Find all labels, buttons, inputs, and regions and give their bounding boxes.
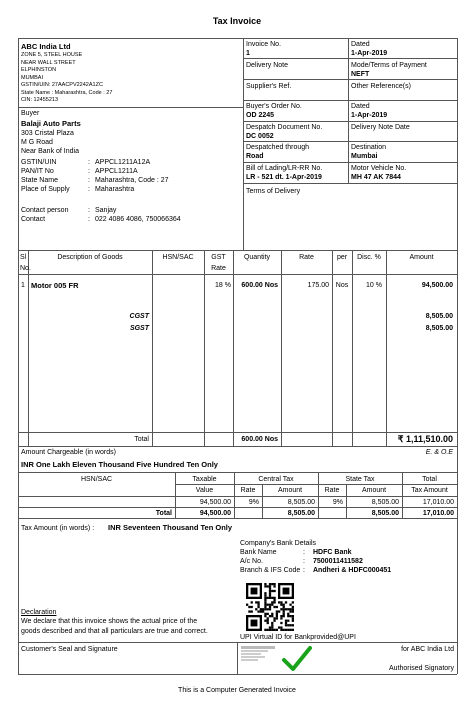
total-amount: ₹ 1,11,510.00 — [397, 434, 453, 444]
tax-total-label: Total — [155, 510, 172, 517]
tax-col-hsn: HSN/SAC — [80, 476, 113, 483]
item-desc: Motor 005 FR — [31, 281, 79, 290]
amount-words-label: Amount Chargeable (in words) — [21, 449, 116, 456]
buyer-field-sep: : — [88, 186, 90, 193]
buyer-heading: Buyer — [21, 110, 40, 117]
tax-col-state: State Tax — [345, 476, 375, 483]
sgst-label: SGST — [129, 325, 149, 332]
declaration-text-1: We declare that this invoice shows the actual price of the — [21, 618, 198, 625]
col-gst: GST — [211, 254, 226, 261]
tax-row-c-rate: 9% — [248, 499, 259, 506]
invoice-no: 1 — [246, 50, 250, 57]
bank-field-label: Bank Name — [240, 549, 277, 556]
qr-code-icon — [246, 583, 294, 631]
col-amount: Amount — [409, 254, 434, 261]
eoe: E. & O.E — [425, 449, 453, 456]
seller-address-line: MUMBAI — [21, 74, 43, 81]
seller-name: ABC India Ltd — [21, 42, 71, 51]
tax-words-label: Tax Amount (in words) : — [21, 525, 95, 532]
declaration-text-2: goods described and that all particulars are true and correct. — [21, 628, 208, 635]
amount-words: INR One Lakh Eleven Thousand Five Hundred Ten Only — [21, 460, 218, 469]
buyer-contact-sep: : — [88, 207, 90, 214]
total-label: Total — [134, 436, 149, 443]
tax-row-total: 17,010.00 — [422, 499, 454, 506]
col-sl: Sl — [20, 254, 27, 261]
buyer-contact-label: Contact person — [21, 207, 69, 214]
buyer-contact-label: Contact — [21, 216, 46, 223]
tax-total-c-amt: 8,505.00 — [287, 510, 315, 517]
col-rate: Rate — [299, 254, 314, 261]
item-gst: 18 % — [215, 282, 231, 289]
tax-col-tax-amount: Tax Amount — [411, 487, 448, 494]
buyer-field-value: APPCL1211A12A — [95, 159, 151, 166]
destination-value: Mumbai — [351, 153, 378, 160]
terms-label: Terms of Delivery — [246, 188, 301, 195]
total-qty: 600.00 Nos — [241, 436, 278, 443]
col-disc: Disc. % — [357, 254, 381, 261]
buyer-field-label: Place of Supply — [21, 186, 70, 193]
dated-label: Dated — [351, 41, 370, 48]
dated2-value: 1-Apr-2019 — [351, 112, 388, 119]
buyer-field-label: State Name — [21, 177, 58, 184]
footer-note: This is a Computer Generated Invoice — [178, 687, 296, 694]
item-qty: 600.00 Nos — [241, 282, 278, 289]
buyer-field-value: APPCL1211A — [95, 168, 138, 175]
despatched-through-value: Road — [246, 153, 264, 160]
tax-col-s-amount: Amount — [361, 487, 387, 494]
buyer-address-line: 303 Cristal Plaza — [21, 130, 74, 137]
despatch-doc-label: Despatch Document No. — [246, 124, 323, 131]
tax-total-total: 17,010.00 — [422, 510, 454, 517]
col-qty: Quantity — [243, 254, 271, 261]
upi-id: UPI Virtual ID for Bankprovided@UPI — [240, 634, 356, 641]
mode-label: Mode/Terms of Payment — [351, 62, 427, 69]
buyer-contact-value: 022 4086 4086, 750066364 — [95, 216, 181, 223]
buyer-field-label: GSTIN/UIN — [21, 159, 57, 166]
tax-col-value: Value — [195, 487, 214, 494]
vehicle-label: Motor Vehicle No. — [351, 165, 407, 172]
bank-field-value: HDFC Bank — [313, 549, 352, 556]
item-per: Nos — [335, 282, 349, 289]
buyer-address-line: Near Bank of India — [21, 148, 79, 155]
buyer-field-value: Maharashtra — [95, 186, 135, 193]
buyer-field-label: PAN/IT No — [21, 168, 54, 175]
declaration-heading: Declaration — [21, 609, 57, 616]
buyer-order-label: Buyer's Order No. — [246, 103, 302, 110]
seller-address-line: ELPHINSTON — [21, 67, 57, 73]
tax-row-taxable: 94,500.00 — [199, 499, 231, 506]
other-ref-label: Other Reference(s) — [351, 83, 411, 90]
bank-field-sep: : — [303, 549, 305, 556]
bill-lading-value: LR - 521 dt. 1-Apr-2019 — [246, 174, 322, 181]
buyer-name: Balaji Auto Parts — [21, 119, 81, 128]
item-disc: 10 % — [366, 282, 382, 289]
bank-field-sep: : — [303, 558, 305, 565]
mode-value: NEFT — [351, 71, 370, 78]
cgst-amount: 8,505.00 — [425, 313, 453, 320]
digital-signature-stamp — [241, 645, 275, 671]
col-sl-no: No. — [20, 265, 31, 272]
despatched-through-label: Despatched through — [246, 144, 310, 151]
buyer-field-value: Maharashtra, Code : 27 — [95, 177, 169, 184]
buyer-address-line: M G Road — [21, 139, 53, 146]
seller-address-line: NEAR WALL STREET — [21, 59, 76, 66]
item-sl: 1 — [21, 282, 25, 289]
authorised-signatory: Authorised Signatory — [389, 665, 454, 672]
dated2-label: Dated — [351, 103, 370, 110]
col-desc: Description of Goods — [57, 254, 123, 261]
buyer-field-sep: : — [88, 159, 90, 166]
seller-address-line: GSTIN/UIN: 27AACPV2242A1ZC — [21, 82, 103, 88]
document-title: Tax Invoice — [212, 16, 262, 26]
invoice-no-label: Invoice No. — [246, 41, 282, 48]
tax-col-s-rate: Rate — [324, 487, 340, 494]
bank-heading: Company's Bank Details — [240, 540, 317, 547]
tax-col-c-rate: Rate — [240, 487, 256, 494]
bank-field-sep: : — [303, 567, 305, 574]
item-amount: 94,500.00 — [421, 282, 453, 289]
cgst-label: CGST — [129, 313, 149, 320]
col-gst-rate: Rate — [211, 265, 226, 272]
buyer-field-sep: : — [88, 177, 90, 184]
supplier-ref-label: Supplier's Ref. — [246, 83, 292, 90]
tax-col-taxable: Taxable — [192, 476, 217, 483]
col-hsn: HSN/SAC — [162, 254, 194, 261]
item-rate: 175.00 — [307, 282, 329, 289]
tax-row-c-amt: 8,505.00 — [287, 499, 315, 506]
check-mark-icon — [282, 646, 312, 672]
bank-field-value: 7500011411582 — [313, 558, 363, 565]
bank-field-value: Andheri & HDFC000451 — [313, 567, 392, 574]
tax-total-taxable: 94,500.00 — [199, 510, 231, 517]
tax-col-central: Central Tax — [258, 476, 294, 483]
bank-field-label: Branch & IFS Code — [240, 567, 301, 574]
customer-seal: Customer's Seal and Signature — [21, 646, 118, 653]
dated-value: 1-Apr-2019 — [351, 50, 388, 57]
buyer-contact-value: Sanjay — [95, 207, 117, 214]
tax-col-c-amount: Amount — [277, 487, 303, 494]
buyer-order-value: OD 2245 — [246, 112, 275, 119]
tax-row-s-rate: 9% — [332, 499, 343, 506]
tax-total-s-amt: 8,505.00 — [371, 510, 399, 517]
bank-field-label: A/c No. — [240, 558, 263, 565]
despatch-doc-value: DC 0052 — [246, 133, 274, 140]
col-per: per — [336, 254, 348, 261]
buyer-field-sep: : — [88, 168, 90, 175]
buyer-contact-sep: : — [88, 216, 90, 223]
delivery-note-date-label: Delivery Note Date — [351, 124, 410, 131]
seller-address-line: CIN: 12455213 — [21, 97, 58, 103]
bill-lading-label: Bill of Lading/LR-RR No. — [246, 165, 323, 172]
tax-row-s-amt: 8,505.00 — [371, 499, 399, 506]
seller-address-line: ZONE 5, STEEL HOUSE — [21, 52, 83, 58]
sgst-amount: 8,505.00 — [425, 325, 453, 332]
tax-words: INR Seventeen Thousand Ten Only — [108, 523, 233, 532]
destination-label: Destination — [351, 144, 387, 151]
for-company: for ABC India Ltd — [401, 646, 454, 653]
vehicle-value: MH 47 AK 7844 — [351, 174, 401, 181]
tax-col-total: Total — [422, 476, 437, 483]
seller-address-line: State Name : Maharashtra, Code : 27 — [21, 89, 113, 96]
delivery-note-label: Delivery Note — [246, 62, 289, 69]
